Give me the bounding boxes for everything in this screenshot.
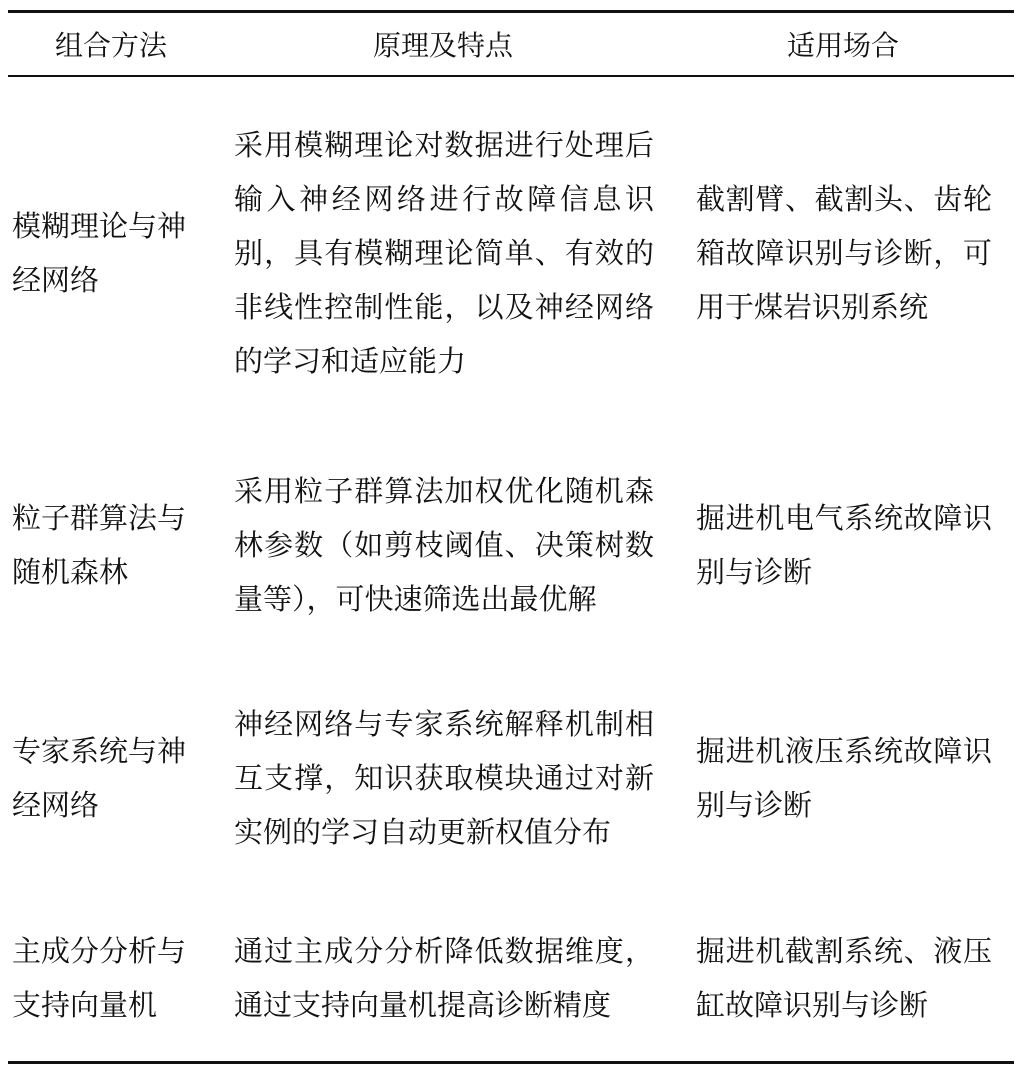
scope-text: 掘进机液压系统故障识别与诊断: [696, 734, 992, 822]
header-scope: 适用场合: [672, 12, 1014, 77]
cell-scope: [672, 429, 1014, 661]
scope-text: 截割臂、截割头、齿轮箱故障识别与诊断，可用于煤岩识别系统: [696, 182, 992, 324]
table-row: [8, 661, 1014, 895]
cell-method: [8, 76, 214, 429]
cell-scope: [672, 76, 1014, 429]
method-text: 主成分分析与支持向量机: [12, 934, 187, 1022]
cell-principle: [214, 661, 672, 895]
principle-text: 通过主成分分析降低数据维度，通过支持向量机提高诊断精度: [234, 934, 654, 1022]
cell-method: [8, 895, 214, 1063]
cell-principle: [214, 76, 672, 429]
principle-text: 神经网络与专家系统解释机制相互支撑，知识获取模块通过对新实例的学习自动更新权值分布: [234, 707, 654, 849]
method-text: 专家系统与神经网络: [12, 734, 187, 822]
cell-principle: [214, 429, 672, 661]
scope-text: 掘进机电气系统故障识别与诊断: [696, 501, 992, 589]
principle-text: 采用模糊理论对数据进行处理后输入神经网络进行故障信息识别，具有模糊理论简单、有效的非线性控制性能，以及神经网络的学习和适应能力: [234, 128, 654, 378]
cell-scope: [672, 895, 1014, 1063]
method-text: 模糊理论与神经网络: [12, 209, 187, 297]
scope-text: 掘进机截割系统、液压缸故障识别与诊断: [696, 934, 992, 1022]
method-text: 粒子群算法与随机森林: [12, 501, 187, 589]
cell-principle: [214, 895, 672, 1063]
header-row: [8, 12, 1014, 77]
cell-method: [8, 429, 214, 661]
table-header: [8, 12, 1014, 77]
table-row: [8, 429, 1014, 661]
table-row: [8, 895, 1014, 1063]
principle-text: 采用粒子群算法加权优化随机森林参数（如剪枝阈值、决策树数量等），可快速筛选出最优解: [234, 474, 654, 616]
table-row: [8, 76, 1014, 429]
table-body: [8, 76, 1014, 1063]
header-principle: 原理及特点: [214, 12, 672, 77]
header-method: 组合方法: [8, 12, 214, 77]
cell-method: [8, 661, 214, 895]
methods-table: [8, 10, 1014, 1064]
cell-scope: [672, 661, 1014, 895]
